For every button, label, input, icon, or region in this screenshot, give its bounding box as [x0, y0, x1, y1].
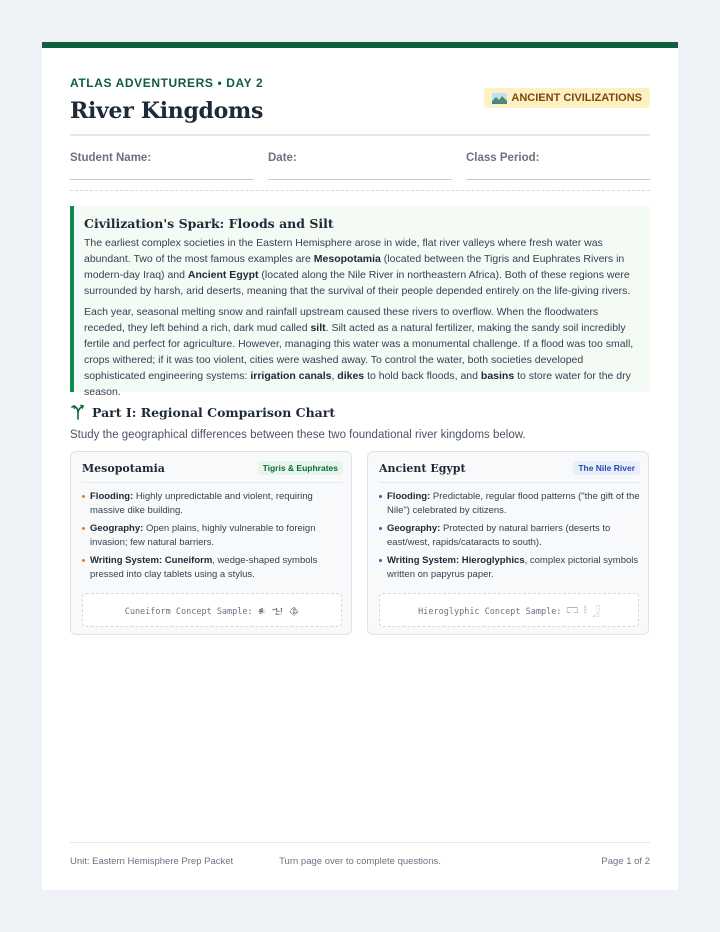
p1-text-1: The earliest complex societies in the Eastern Hemisphere arose in wide, flat river valleys where fresh water was abundant. Two of the most famous examples are: [84, 237, 603, 265]
callout-heading: Civilization's Spark: Floods and Silt: [84, 216, 334, 231]
term-mesopotamia: Mesopotamia: [313, 253, 381, 265]
section-intro: Study the geographical differences between these two foundational river kingdoms below.: [70, 429, 526, 441]
card-header: [82, 462, 343, 483]
river-branch-icon: [70, 404, 86, 420]
comparison-card-egypt: [367, 451, 649, 635]
fact-list: [379, 490, 640, 586]
fact-label: Writing System: Cuneiform: [90, 555, 213, 566]
dashed-divider: [70, 190, 650, 191]
landscape-icon: [492, 93, 507, 104]
callout-paragraph-1: [84, 235, 638, 299]
term-basins: basins: [480, 370, 515, 382]
callout-paragraph-2: [84, 304, 638, 400]
fact-text: Open plains, highly vulnerable to foreign invasion; few natural barriers.: [90, 523, 316, 548]
fact-label: Geography:: [387, 523, 441, 534]
badge-label: ANCIENT CIVILIZATIONS: [511, 92, 642, 104]
list-item: [82, 554, 343, 581]
term-dikes: dikes: [337, 370, 365, 382]
student-info-fields: [70, 152, 650, 182]
list-item: [379, 554, 640, 581]
section-heading-text: Part I: Regional Comparison Chart: [92, 404, 336, 420]
script-sample-box: Cuneiform Concept Sample: 𒀭 𒈠 𒆠: [82, 593, 342, 627]
fact-text: , complex pictorial symbols written on papyrus paper.: [387, 555, 639, 580]
student-name-label: Student Name:: [70, 152, 152, 164]
river-tag: The Nile River: [573, 461, 640, 475]
p1-text-3: (located along the Nile River in northeastern Africa). Both of these regions were surrounded by harsh, arid deserts, meaning that the survival of their people depended entirely on the life-giving rivers.: [84, 269, 631, 297]
page-title: River Kingdoms: [70, 98, 264, 124]
worksheet-page: [42, 42, 678, 890]
card-header: [379, 462, 640, 483]
card-title: Ancient Egypt: [379, 462, 466, 475]
date-field[interactable]: [268, 152, 452, 180]
header-divider: [70, 134, 650, 136]
class-period-field[interactable]: [466, 152, 650, 180]
section-heading: [70, 404, 335, 420]
script-sample-box: Hieroglyphic Concept Sample: 𓉐 𓎛 𓃀: [379, 593, 639, 627]
fact-label: Geography:: [90, 523, 144, 534]
fact-list: [82, 490, 343, 586]
p2-text-3: ,: [331, 370, 338, 382]
card-title: Mesopotamia: [82, 462, 165, 475]
class-period-label: Class Period:: [466, 152, 540, 164]
p2-text-4: to hold back floods, and: [364, 370, 481, 382]
list-item: [82, 522, 343, 549]
page-number: Page 1 of 2: [601, 856, 650, 867]
list-item: [82, 490, 343, 517]
fact-label: Flooding:: [387, 491, 431, 502]
comparison-card-mesopotamia: [70, 451, 352, 635]
fact-text: Highly unpredictable and violent, requiring massive dike building.: [90, 491, 313, 516]
p2-text-5: to store water for the dry season.: [84, 370, 631, 398]
list-item: [379, 522, 640, 549]
fact-text: , wedge-shaped symbols pressed into clay tablets using a stylus.: [90, 555, 318, 580]
term-silt: silt: [310, 322, 326, 334]
reading-callout: [70, 206, 650, 398]
student-name-field[interactable]: [70, 152, 254, 180]
date-label: Date:: [268, 152, 297, 164]
fact-label: Writing System: Hieroglyphics: [387, 555, 525, 566]
term-ancient-egypt: Ancient Egypt: [187, 269, 259, 281]
fact-label: Flooding:: [90, 491, 134, 502]
fact-text: Predictable, regular flood patterns ("the gift of the Nile") celebrated by citizens.: [387, 491, 640, 516]
p1-text-2: (located between the Tigris and Euphrates Rivers in modern-day Iraq) and: [84, 253, 625, 281]
river-tag: Tigris & Euphrates: [258, 461, 343, 475]
page-footer: [70, 842, 650, 873]
category-badge: [484, 88, 650, 108]
term-irrigation-canals: irrigation canals: [250, 370, 332, 382]
p2-text-1: Each year, seasonal melting snow and rainfall upstream caused these rivers to overflow. When the floodwaters receded, they left behind a rich, dark mud called: [84, 306, 599, 334]
footer-unit: Unit: Eastern Hemisphere Prep Packet: [70, 856, 234, 867]
eyebrow-label: ATLAS ADVENTURERS • DAY 2: [70, 76, 264, 90]
p2-text-2: . Silt acted as a natural fertilizer, making the sandy soil incredibly fertile and perfect for agriculture. However, managing this water was a monumental challenge. If a flood was too small, crops withered; if it was too violent, cities were washed away. To control the water, both societies developed sophisticated engineering systems:: [84, 322, 634, 382]
list-item: [379, 490, 640, 517]
fact-text: Protected by natural barriers (deserts to east/west, rapids/cataracts to south).: [387, 523, 611, 548]
footer-instruction: Turn page over to complete questions.: [279, 856, 441, 867]
